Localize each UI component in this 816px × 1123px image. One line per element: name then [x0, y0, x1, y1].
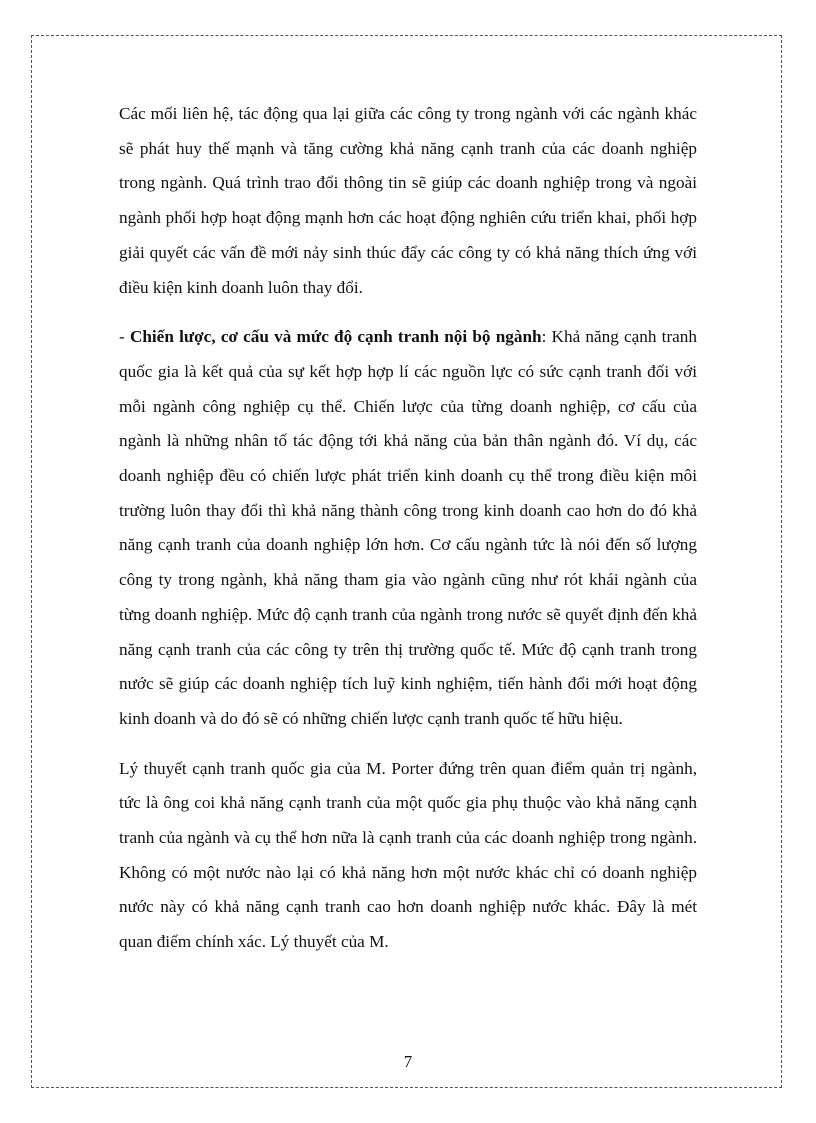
paragraph-industry-linkages: Các mối liên hệ, tác động qua lại giữa các công ty trong ngành với các ngành khác sẽ phát huy thế mạnh và tăng cường khả năng cạnh tranh của các doanh nghiệp trong ngành. Quá trình trao đổi thông tin sẽ giúp các doanh nghiệp trong và ngoài ngành phối hợp hoạt động mạnh hơn các hoạt động nghiên cứu triển khai, phối hợp giải quyết các vấn đề mới nảy sinh thúc đẩy các công ty có khả năng thích ứng với điều kiện kinh doanh luôn thay đổi.	[119, 104, 697, 297]
paragraph-dash: -	[119, 327, 130, 347]
paragraph-porter-theory: Lý thuyết cạnh tranh quốc gia của M. Porter đứng trên quan điểm quản trị ngành, tức là ông coi khả năng cạnh tranh của một quốc gia phụ thuộc vào khả năng cạnh tranh của ngành và cụ thể hơn nữa là cạnh tranh của các doanh nghiệp trong ngành. Không có một nước nào lại có khả năng hơn một nước khác chỉ có doanh nghiệp nước này có khả năng cạnh tranh cao hơn doanh nghiệp nước khác. Đây là mét quan điểm chính xác. Lý thuyết của M.	[119, 758, 697, 952]
document-body	[119, 97, 697, 960]
page-number: 7	[403, 1052, 413, 1071]
paragraph-bold-heading: Chiến lược, cơ cấu và mức độ cạnh tranh nội bộ ngành	[129, 327, 542, 347]
paragraph-strategy-structure-rivalry	[119, 320, 697, 736]
paragraph-body-text: : Khả năng cạnh tranh quốc gia là kết quả của sự kết hợp hợp lí các nguồn lực có sức cạnh tranh đối với mỗi ngành công nghiệp cụ thể. Chiến lược của từng doanh nghiệp, cơ cấu của ngành là những nhân tố tác động tới khả năng của bản thân ngành đó. Ví dụ, các doanh nghiệp đều có chiến lược phát triển kinh doanh cụ thể trong điều kiện môi trường luôn thay đổi thì khả năng thành công trong kinh doanh cao hơn do đó khả năng cạnh tranh của doanh nghiệp lớn hơn. Cơ cấu ngành tức là nói đến số lượng công ty trong ngành, khả năng tham gia vào ngành cũng như rót khái ngành của từng doanh nghiệp. Mức độ cạnh tranh của ngành trong nước sẽ quyết định đến khả năng cạnh tranh của các công ty trên thị trường quốc tế. Mức độ cạnh tranh trong nước sẽ giúp các doanh nghiệp tích luỹ kinh nghiệm, tiến hành đổi mới hoạt động kinh doanh và do đó sẽ có những chiến lược cạnh tranh quốc tế hữu hiệu.	[119, 327, 697, 728]
